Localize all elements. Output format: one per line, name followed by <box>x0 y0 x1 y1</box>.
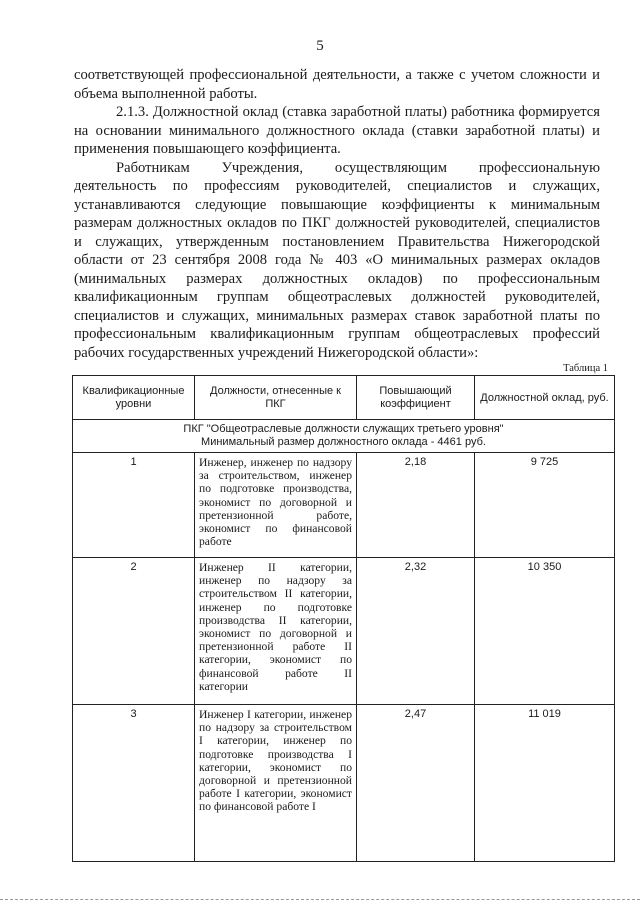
header-coefficient: Повышающий коэффициент <box>357 376 475 420</box>
header-positions: Должности, отнесенные к ПКГ <box>195 376 357 420</box>
table-header-row <box>73 376 615 420</box>
coefficient-cell: 2,18 <box>357 453 475 558</box>
paragraph: Работникам Учреждения, осуществляющим профессиональную деятельность по профессиям руководителей, специалистов и служащих, устанавливаются следующие повышающие коэффициенты к минимальным размерам должностных окладов по ПКГ должностей руководителей, специалистов и служащих, утвержденным постановлением Правительства Нижегородской области от 23 сентября 2008 года № 403 «О минимальных размерах окладов (минимальных размерах должностных окладов) по профессиональным квалификационным группам общеотраслевых должностей руководителей, специалистов и служащих, минимальных размерах ставок заработной платы по профессиональным квалификационным группам общеотраслевых профессий рабочих государственных учреждений Нижегородской области»: <box>74 159 600 361</box>
table-row <box>73 453 615 558</box>
positions-cell: Инженер I категории, инженер по надзору за строительством I категории, инженер по подготовке производства I категории, экономист по договорной и претензионной работе I категории, экономист по финансовой работе I <box>195 705 357 862</box>
header-salary: Должностной оклад, руб. <box>475 376 615 420</box>
level-cell: 2 <box>73 558 195 705</box>
table-caption: Таблица 1 <box>563 363 608 374</box>
body-text <box>74 66 600 362</box>
scan-edge <box>0 899 640 902</box>
paragraph: 2.1.3. Должностной оклад (ставка заработной платы) работника формируется на основании минимального должностного оклада (ставки заработной платы) и применения повышающего коэффициента. <box>74 104 600 157</box>
level-cell: 3 <box>73 705 195 862</box>
table-row <box>73 558 615 705</box>
positions-cell: Инженер II категории, инженер по надзору за строительством II категории, инженер по подготовке производства II категории, экономист по договорной и претензионной работе II категории, экономист по финансовой работе II категории <box>195 558 357 705</box>
group-title: ПКГ "Общеотраслевые должности служащих третьего уровня" <box>183 423 504 435</box>
salary-cell: 9 725 <box>475 453 615 558</box>
paragraph: соответствующей профессиональной деятельности, а также с учетом сложности и объема выполненной работы. <box>74 67 600 102</box>
salary-cell: 10 350 <box>475 558 615 705</box>
header-levels: Квалификационные уровни <box>73 376 195 420</box>
salary-table <box>72 375 615 862</box>
group-cell <box>73 420 615 453</box>
group-row <box>73 420 615 453</box>
page-number: 5 <box>316 38 324 54</box>
positions-cell: Инженер, инженер по надзору за строительством, инженер по подготовке производства, экономист по договорной и претензионной работе, экономист по финансовой работе <box>195 453 357 558</box>
coefficient-cell: 2,47 <box>357 705 475 862</box>
salary-cell: 11 019 <box>475 705 615 862</box>
group-subtitle: Минимальный размер должностного оклада - 4461 руб. <box>201 436 486 448</box>
coefficient-cell: 2,32 <box>357 558 475 705</box>
level-cell: 1 <box>73 453 195 558</box>
table-row <box>73 705 615 862</box>
